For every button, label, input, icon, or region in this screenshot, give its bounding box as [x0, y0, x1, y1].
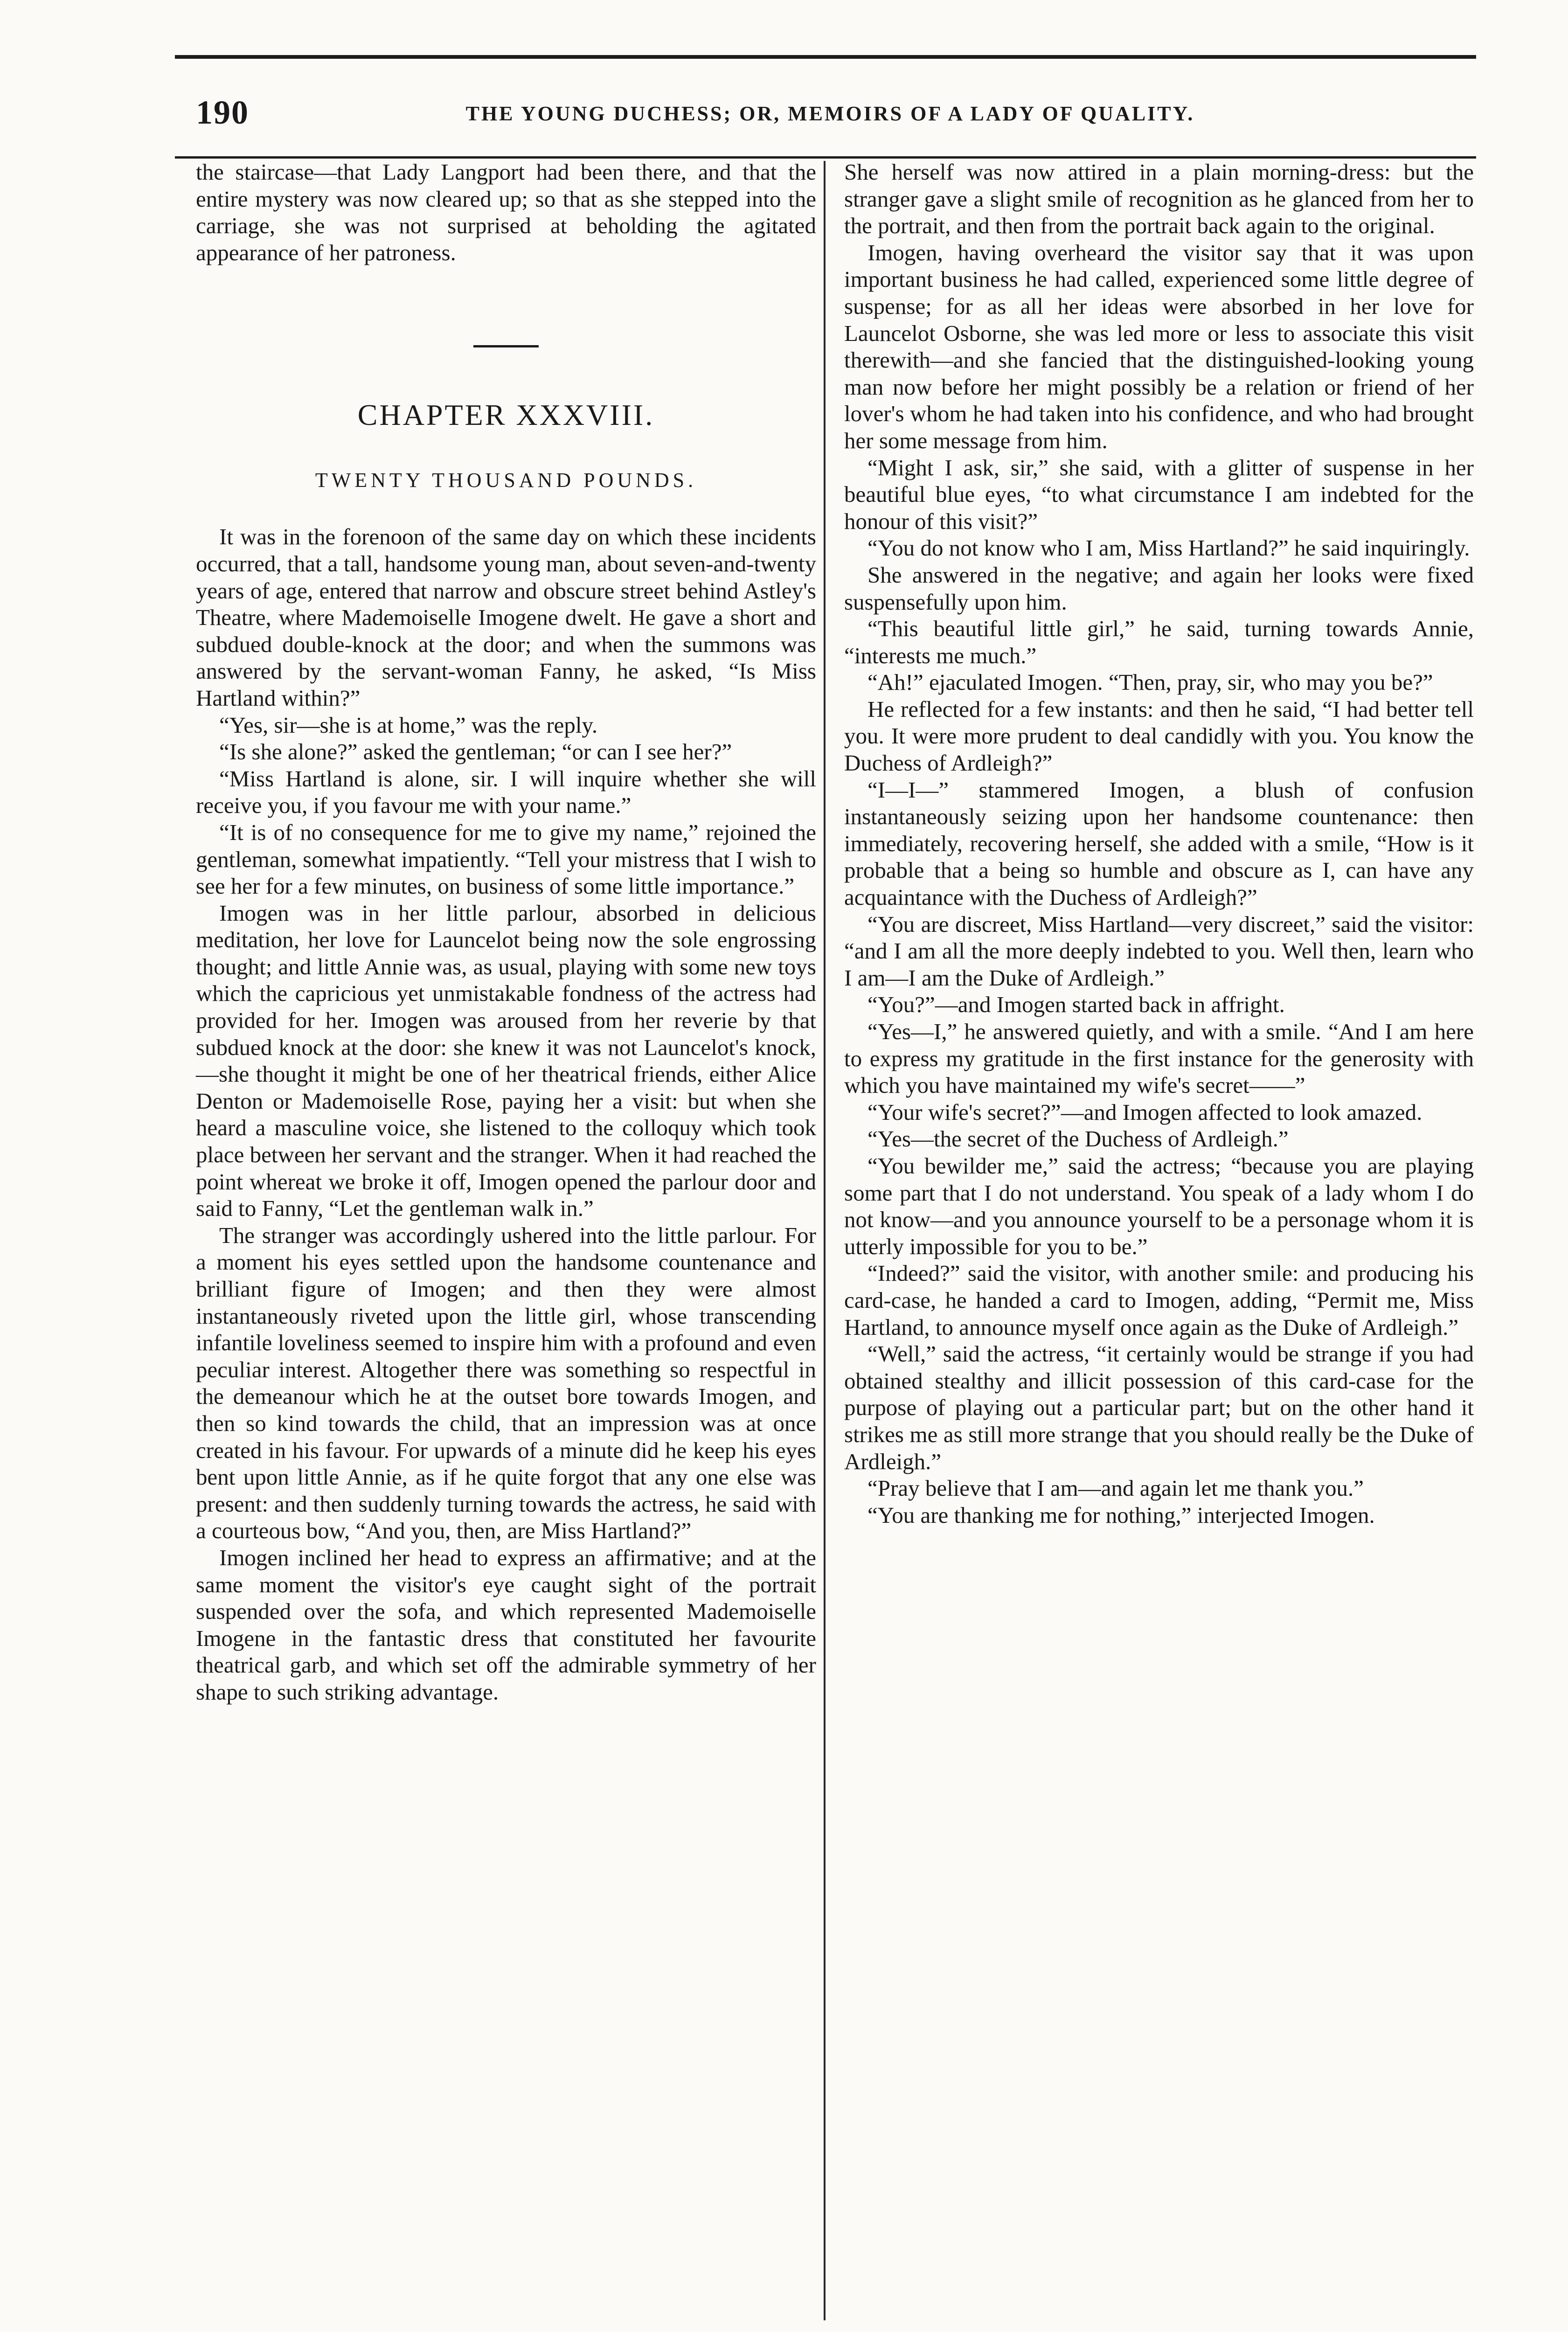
paragraph: “Miss Hartland is alone, sir. I will inquire whether she will receive you, if you favour me with your name.” — [196, 765, 816, 819]
paragraph: “I—I—” stammered Imogen, a blush of confusion instantaneously seizing upon her handsome countenance: then immediately, recovering herself, she added with a smile, “How is it probable that a being so humble and obscure as I, can have any acquaintance with the Duchess of Ardleigh?” — [844, 777, 1474, 910]
left-column — [196, 159, 816, 1706]
top-border-rule — [175, 55, 1476, 59]
paragraph: “Indeed?” said the visitor, with another smile: and producing his card-case, he handed a card to Imogen, adding, “Permit me, Miss Hartland, to announce myself once again as the Duke of Ardleigh.” — [844, 1260, 1474, 1340]
paragraph: “You?”—and Imogen started back in affright. — [867, 992, 1285, 1018]
paragraph: “Well,” said the actress, “it certainly would be strange if you had obtained stealthy and illicit possession of this card-case for the purpose of playing out a particular part; but on the other hand it strikes me as still more strange that you should really be the Duke of Ardleigh.” — [844, 1341, 1474, 1474]
paragraph: “Yes, sir—she is at home,” was the reply. — [219, 712, 598, 738]
right-column — [844, 159, 1474, 1528]
paragraph: “Might I ask, sir,” she said, with a glitter of suspense in her beautiful blue eyes, “to what circumstance I am indebted for the honour of this visit?” — [844, 454, 1474, 534]
paragraph: “Pray believe that I am—and again let me thank you.” — [867, 1475, 1364, 1501]
paragraph: “Yes—the secret of the Duchess of Ardleigh.” — [867, 1126, 1289, 1152]
paragraph: “Ah!” ejaculated Imogen. “Then, pray, sir, who may you be?” — [867, 669, 1433, 695]
paragraph: She answered in the negative; and again her looks were fixed suspensefully upon him. — [844, 562, 1474, 615]
chapter-title: CHAPTER XXXVIII. — [357, 398, 655, 432]
paragraph: “Your wife's secret?”—and Imogen affected to look amazed. — [867, 1099, 1422, 1125]
paragraph: “Yes—I,” he answered quietly, and with a smile. “And I am here to express my gratitude in the first instance for the generosity with which you have maintained my wife's secret——” — [844, 1019, 1474, 1098]
continuation-paragraph: the staircase—that Lady Langport had been there, and that the entire mystery was now cleared up; so that as she stepped into the carriage, she was not surprised at beholding the agitated appearance of her patroness. — [196, 159, 816, 265]
paragraph: “You are thanking me for nothing,” interjected Imogen. — [867, 1502, 1375, 1528]
chapter-divider — [473, 345, 539, 347]
paragraph: “You bewilder me,” said the actress; “because you are playing some part that I do not understand. You speak of a lady whom I do not know—and you announce yourself to be a personage whom it is utterly impossible for you to be.” — [844, 1152, 1474, 1259]
paragraph: “You are discreet, Miss Hartland—very discreet,” said the visitor: “and I am all the more deeply indebted to you. Well then, learn who I am—I am the Duke of Ardleigh.” — [844, 911, 1474, 991]
paragraph: Imogen, having overheard the visitor say that it was upon important business he had called, experienced some little degree of suspense; for as all her ideas were absorbed in her love for Launcelot Osborne, she was led more or less to associate this visit therewith—and she fancied that the distinguished-looking young man now before her might possibly be a relation or friend of her lover's whom he had taken into his confidence, and who had brought her some message from him. — [844, 239, 1474, 453]
paragraph: Imogen inclined her head to express an affirmative; and at the same moment the visitor's eye caught sight of the portrait suspended over the sofa, and which represented Mademoiselle Imogene in the fantastic dress that constituted her favourite theatrical garb, and which set off the admirable symmetry of her shape to such striking advantage. — [196, 1544, 816, 1705]
paragraph: “It is of no consequence for me to give my name,” rejoined the gentleman, somewhat impatiently. “Tell your mistress that I wish to see her for a few minutes, on business of some little importance.” — [196, 819, 816, 899]
column-divider — [824, 161, 826, 2320]
running-head: THE YOUNG DUCHESS; OR, MEMOIRS OF A LADY OF QUALITY. — [465, 102, 1195, 125]
page-number: 190 — [196, 94, 249, 131]
paragraph: Imogen was in her little parlour, absorbed in delicious meditation, her love for Launcelot being now the sole engrossing thought; and little Annie was, as usual, playing with some new toys which the capricious yet unmistakable fondness of the actress had provided for her. Imogen was aroused from her reverie by that subdued knock at the door: she knew it was not Launcelot's knock,—she thought it might be one of her theatrical friends, either Alice Denton or Mademoiselle Rose, paying her a visit: but when she heard a masculine voice, she listened to the colloquy which took place between her servant and the stranger. When it had reached the point whereat we broke it off, Imogen opened the parlour door and said to Fanny, “Let the gentleman walk in.” — [196, 900, 816, 1222]
paragraph: “Is she alone?” asked the gentleman; “or can I see her?” — [219, 739, 732, 765]
chapter-subtitle: TWENTY THOUSAND POUNDS. — [315, 469, 697, 492]
paragraph: It was in the forenoon of the same day on which these incidents occurred, that a tall, handsome young man, about seven-and-twenty years of age, entered that narrow and obscure street behind Astley's Theatre, where Mademoiselle Imogene dwelt. He gave a short and subdued double-knock at the door; and when the summons was answered by the servant-woman Fanny, he asked, “Is Miss Hartland within?” — [196, 524, 816, 711]
paragraph: “This beautiful little girl,” he said, turning towards Annie, “interests me much.” — [844, 616, 1474, 668]
paragraph: “You do not know who I am, Miss Hartland?” he said inquiringly. — [867, 535, 1470, 561]
paragraph: The stranger was accordingly ushered into the little parlour. For a moment his eyes settled upon the handsome countenance and brilliant figure of Imogen; and then they were almost instantaneously riveted upon the little girl, whose transcending infantile loveliness seemed to inspire him with a profound and even peculiar interest. Altogether there was something so respectful in the demeanour which he at the outset bore towards Imogen, and then so kind towards the child, that an impression was at once created in his favour. For upwards of a minute did he keep his eyes bent upon little Annie, as if he quite forgot that any one else was present: and then suddenly turning towards the actress, he said with a courteous bow, “And you, then, are Miss Hartland?” — [196, 1222, 816, 1544]
page-header — [196, 93, 1464, 145]
paragraph: He reflected for a few instants: and then he said, “I had better tell you. It were more prudent to deal candidly with you. You know the Duchess of Ardleigh?” — [844, 696, 1474, 776]
paragraph: She herself was now attired in a plain morning-dress: but the stranger gave a slight smile of recognition as he glanced from her to the portrait, and then from the portrait back again to the original. — [844, 159, 1474, 239]
